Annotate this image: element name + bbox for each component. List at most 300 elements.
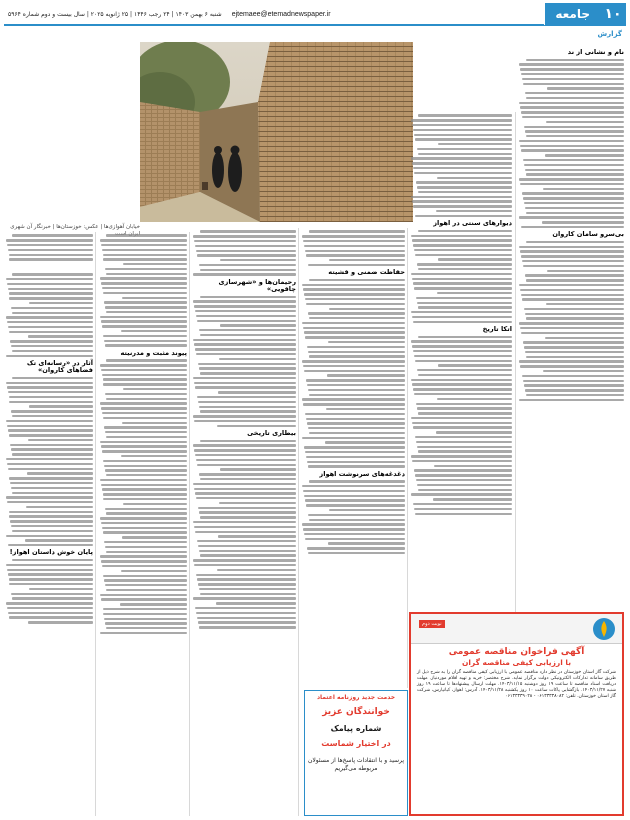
text-line	[11, 345, 93, 347]
text-line	[6, 316, 93, 318]
text-line	[198, 363, 296, 365]
text-line	[104, 579, 187, 581]
text-line	[522, 116, 624, 118]
text-line	[6, 382, 93, 384]
section-email[interactable]: ejtemaee@etemadnewspaper.ir	[231, 10, 331, 18]
column-text	[99, 359, 187, 471]
text-line	[417, 186, 512, 188]
text-line	[216, 602, 296, 604]
text-line	[411, 119, 512, 121]
text-line	[306, 379, 405, 381]
text-line	[417, 484, 512, 486]
text-line	[195, 454, 296, 456]
text-line	[200, 296, 296, 298]
text-line	[520, 145, 624, 147]
text-line	[411, 379, 512, 381]
text-line	[12, 415, 93, 417]
text-line	[418, 306, 512, 308]
text-line	[104, 618, 187, 620]
text-line	[308, 465, 405, 467]
text-line	[545, 154, 625, 156]
text-line	[28, 335, 93, 337]
text-line	[197, 578, 296, 580]
text-line	[525, 92, 624, 94]
text-line	[105, 622, 187, 624]
text-line	[525, 274, 624, 276]
text-line	[433, 498, 512, 500]
subheading: بیطاری تاریخی	[247, 429, 296, 438]
text-line	[8, 391, 93, 393]
text-line	[103, 498, 187, 500]
text-line	[519, 216, 624, 218]
text-line	[418, 450, 512, 452]
text-line	[413, 129, 512, 131]
text-line	[200, 372, 296, 374]
text-line	[303, 327, 405, 329]
ad2-sms-number: شماره پیامک	[330, 724, 382, 733]
subheading: بی‌سرو سامان کاروان	[552, 230, 624, 239]
text-line	[308, 312, 405, 314]
column-text	[99, 234, 187, 346]
article-photo	[140, 42, 413, 222]
text-line	[10, 520, 93, 522]
section-label: جامعه	[544, 3, 600, 25]
text-line	[417, 407, 512, 409]
text-line	[217, 569, 296, 571]
text-line	[546, 303, 624, 305]
sms-service-advertisement	[304, 690, 408, 816]
text-line	[6, 278, 93, 280]
text-line	[9, 578, 93, 580]
ad2-heading: خدمت جدید روزنامه اعتماد	[316, 694, 396, 701]
text-line	[200, 516, 296, 518]
text-line	[413, 503, 512, 505]
text-line	[200, 440, 296, 442]
text-line	[411, 273, 512, 275]
text-line	[522, 192, 624, 194]
text-line	[198, 545, 296, 547]
text-line	[524, 308, 624, 310]
column-text	[410, 336, 512, 515]
text-line	[6, 239, 93, 241]
text-line	[305, 413, 405, 415]
text-line	[415, 138, 512, 140]
text-line	[303, 490, 405, 492]
text-line	[522, 298, 624, 300]
subheading: دیوارهای سنتی در اهواز	[433, 219, 512, 228]
column-text	[301, 279, 405, 468]
text-line	[105, 344, 187, 346]
text-line	[415, 215, 512, 217]
text-line	[305, 451, 405, 453]
text-line	[437, 177, 512, 179]
text-line	[194, 420, 296, 422]
text-line	[307, 422, 405, 424]
text-line	[520, 289, 624, 291]
text-line	[100, 277, 187, 279]
text-line	[525, 389, 624, 391]
text-line	[6, 458, 93, 460]
text-line	[194, 240, 296, 242]
column-text	[410, 114, 512, 217]
text-line	[103, 378, 187, 380]
text-line	[413, 350, 512, 352]
column-text	[301, 230, 405, 266]
text-line	[7, 244, 93, 246]
text-line	[104, 541, 187, 543]
text-line	[308, 427, 405, 429]
text-line	[522, 78, 624, 80]
subheading: حفاظت ضمنی و قشیته	[328, 268, 405, 277]
text-line	[102, 374, 187, 376]
text-line	[523, 159, 624, 161]
text-line	[416, 441, 512, 443]
text-line	[12, 453, 93, 455]
text-line	[121, 570, 187, 572]
text-line	[418, 412, 512, 414]
text-line	[413, 321, 512, 323]
text-line	[411, 311, 512, 313]
text-line	[526, 241, 624, 243]
text-line	[302, 235, 405, 237]
text-line	[526, 173, 624, 175]
text-line	[8, 544, 93, 546]
text-line	[411, 196, 512, 198]
text-line	[521, 149, 624, 151]
text-line	[308, 514, 405, 516]
text-line	[25, 539, 93, 541]
text-line	[9, 583, 93, 585]
text-line	[12, 312, 93, 314]
text-line	[542, 221, 624, 223]
text-line	[195, 386, 296, 388]
text-line	[418, 191, 512, 193]
text-line	[199, 367, 296, 369]
text-line	[7, 283, 93, 285]
text-line	[106, 474, 187, 476]
text-line	[521, 111, 624, 113]
text-line	[194, 343, 296, 345]
subheading: پیوند مثبت و مدرنیته	[120, 348, 187, 357]
text-line	[412, 383, 512, 385]
text-line	[101, 282, 187, 284]
text-line	[547, 87, 624, 89]
text-line	[106, 512, 187, 514]
text-line	[101, 320, 187, 322]
text-line	[12, 350, 93, 352]
text-line	[29, 588, 93, 590]
text-line	[196, 459, 296, 461]
text-line	[100, 441, 187, 443]
text-line	[546, 121, 624, 123]
text-line	[304, 331, 405, 333]
text-line	[8, 288, 93, 290]
text-line	[102, 325, 187, 327]
text-line	[305, 250, 405, 252]
text-line	[417, 148, 512, 150]
text-line	[418, 114, 512, 116]
text-line	[526, 317, 624, 319]
article-column-6	[5, 232, 93, 816]
text-line	[413, 388, 512, 390]
text-line	[197, 540, 296, 542]
text-line	[304, 370, 405, 372]
text-line	[200, 269, 296, 271]
text-line	[29, 302, 93, 304]
text-line	[28, 439, 93, 441]
text-line	[6, 602, 93, 604]
text-line	[26, 506, 93, 508]
text-line	[103, 531, 187, 533]
text-line	[105, 546, 187, 548]
text-line	[6, 420, 93, 422]
text-line	[12, 273, 93, 275]
text-line	[102, 527, 187, 529]
text-line	[105, 584, 187, 586]
text-line	[309, 480, 405, 482]
text-line	[309, 432, 405, 434]
text-line	[197, 617, 296, 619]
subheading: اتکا تاریخ	[482, 325, 512, 334]
text-line	[327, 374, 405, 376]
gas-company-logo-icon	[592, 617, 616, 641]
text-line	[414, 355, 512, 357]
text-line	[520, 365, 624, 367]
text-line	[309, 355, 405, 357]
text-line	[414, 249, 512, 251]
text-line	[520, 327, 624, 329]
text-line	[328, 542, 405, 544]
text-line	[9, 254, 93, 256]
text-line	[308, 552, 405, 554]
text-line	[417, 263, 512, 265]
text-line	[306, 456, 405, 458]
text-line	[412, 316, 512, 318]
text-line	[526, 394, 624, 396]
text-line	[12, 597, 93, 599]
text-line	[308, 389, 405, 391]
column-text	[5, 377, 93, 547]
text-line	[545, 337, 625, 339]
text-line	[11, 307, 93, 309]
text-line	[193, 483, 296, 485]
text-line	[11, 593, 93, 595]
text-line	[100, 632, 187, 634]
text-line	[9, 515, 93, 517]
text-line	[307, 461, 405, 463]
column-text	[99, 474, 187, 634]
text-line	[8, 573, 93, 575]
text-line	[521, 226, 624, 228]
text-line	[100, 364, 187, 366]
text-line	[122, 297, 187, 299]
article-column-2	[410, 112, 512, 690]
text-line	[195, 348, 296, 350]
text-line	[414, 287, 512, 289]
text-line	[520, 106, 624, 108]
text-line	[438, 364, 512, 366]
text-line	[101, 598, 187, 600]
text-line	[103, 493, 187, 495]
text-line	[412, 162, 512, 164]
text-line	[103, 608, 187, 610]
text-line	[329, 509, 405, 511]
text-line	[101, 369, 187, 371]
text-line	[328, 341, 405, 343]
text-line	[7, 321, 93, 323]
text-line	[543, 188, 624, 190]
text-line	[105, 306, 187, 308]
text-line	[524, 202, 624, 204]
text-line	[105, 508, 187, 510]
text-line	[193, 597, 296, 599]
text-line	[519, 284, 624, 286]
text-line	[12, 492, 93, 494]
text-line	[438, 258, 512, 260]
text-line	[199, 406, 296, 408]
text-line	[436, 431, 513, 433]
text-line	[193, 521, 296, 523]
text-line	[325, 441, 405, 443]
text-line	[547, 270, 624, 272]
text-line	[219, 358, 296, 360]
text-line	[303, 403, 405, 405]
text-line	[520, 250, 624, 252]
text-line	[106, 551, 187, 553]
text-line	[10, 444, 93, 446]
subheading: پایان خوش داستان اهواز!	[9, 548, 93, 557]
text-line	[304, 245, 405, 247]
text-line	[413, 205, 512, 207]
text-line	[519, 63, 624, 65]
text-line	[524, 164, 624, 166]
text-line	[519, 399, 624, 401]
text-line	[102, 565, 187, 567]
text-line	[104, 465, 187, 467]
text-line	[12, 530, 93, 532]
text-line	[304, 293, 405, 295]
text-line	[197, 464, 296, 466]
text-line	[9, 292, 93, 294]
text-line	[7, 501, 93, 503]
text-line	[302, 485, 405, 487]
ad-subtitle: با ارزیابی کیفی مناقصه گران	[461, 658, 572, 667]
subheading: نام و نشانی از ند	[567, 48, 624, 56]
text-line	[523, 265, 624, 267]
text-line	[523, 380, 624, 382]
text-line	[418, 153, 512, 155]
text-line	[9, 297, 93, 299]
article-column-1	[518, 46, 624, 606]
text-line	[29, 405, 93, 407]
column-text	[410, 230, 512, 323]
text-line	[105, 393, 187, 395]
text-line	[100, 402, 187, 404]
text-line	[103, 417, 187, 419]
text-line	[6, 535, 93, 537]
text-line	[7, 386, 93, 388]
text-line	[524, 126, 624, 128]
text-line	[415, 254, 512, 256]
text-line	[200, 478, 296, 480]
text-line	[417, 446, 512, 448]
text-line	[218, 391, 296, 393]
text-line	[8, 326, 93, 328]
text-line	[7, 607, 93, 609]
text-line	[104, 340, 187, 342]
text-line	[200, 593, 296, 595]
text-line	[10, 340, 93, 342]
text-line	[519, 360, 624, 362]
text-line	[196, 250, 296, 252]
text-line	[308, 264, 405, 266]
text-line	[100, 594, 187, 596]
text-line	[122, 422, 187, 424]
text-line	[526, 279, 624, 281]
text-line	[193, 444, 296, 446]
text-line	[526, 356, 624, 358]
text-line	[123, 263, 187, 265]
text-line	[194, 526, 296, 528]
text-line	[103, 383, 187, 385]
text-line	[412, 345, 512, 347]
text-line	[100, 517, 187, 519]
text-line	[6, 564, 93, 566]
text-line	[305, 298, 405, 300]
text-line	[123, 503, 187, 505]
report-label: گزارش	[597, 30, 622, 38]
text-line	[193, 559, 296, 561]
text-line	[193, 377, 296, 379]
text-line	[10, 482, 93, 484]
text-line	[416, 181, 512, 183]
text-line	[194, 305, 296, 307]
text-line	[193, 273, 296, 275]
column-text	[192, 230, 296, 275]
text-line	[120, 603, 187, 605]
text-line	[416, 403, 512, 405]
text-line	[415, 513, 512, 515]
text-line	[200, 334, 296, 336]
text-line	[103, 258, 187, 260]
text-line	[526, 97, 624, 99]
text-line	[306, 254, 405, 256]
text-line	[103, 335, 187, 337]
text-line	[104, 426, 187, 428]
subheading: دغدغه‌های سرنوشت اهواز	[319, 469, 405, 478]
text-line	[519, 322, 624, 324]
text-line	[519, 102, 624, 104]
text-line	[105, 431, 187, 433]
text-line	[219, 502, 296, 504]
text-line	[416, 479, 512, 481]
text-line	[411, 493, 512, 495]
text-line	[199, 550, 296, 552]
text-line	[102, 450, 187, 452]
text-line	[519, 246, 624, 248]
text-line	[304, 533, 405, 535]
text-line	[9, 616, 93, 618]
text-line	[309, 317, 405, 319]
text-line	[525, 207, 624, 209]
column-text	[518, 241, 624, 401]
text-line	[525, 313, 624, 315]
text-line	[304, 446, 405, 448]
text-line	[302, 322, 405, 324]
text-line	[305, 336, 405, 338]
text-line	[307, 384, 405, 386]
text-line	[411, 417, 512, 419]
